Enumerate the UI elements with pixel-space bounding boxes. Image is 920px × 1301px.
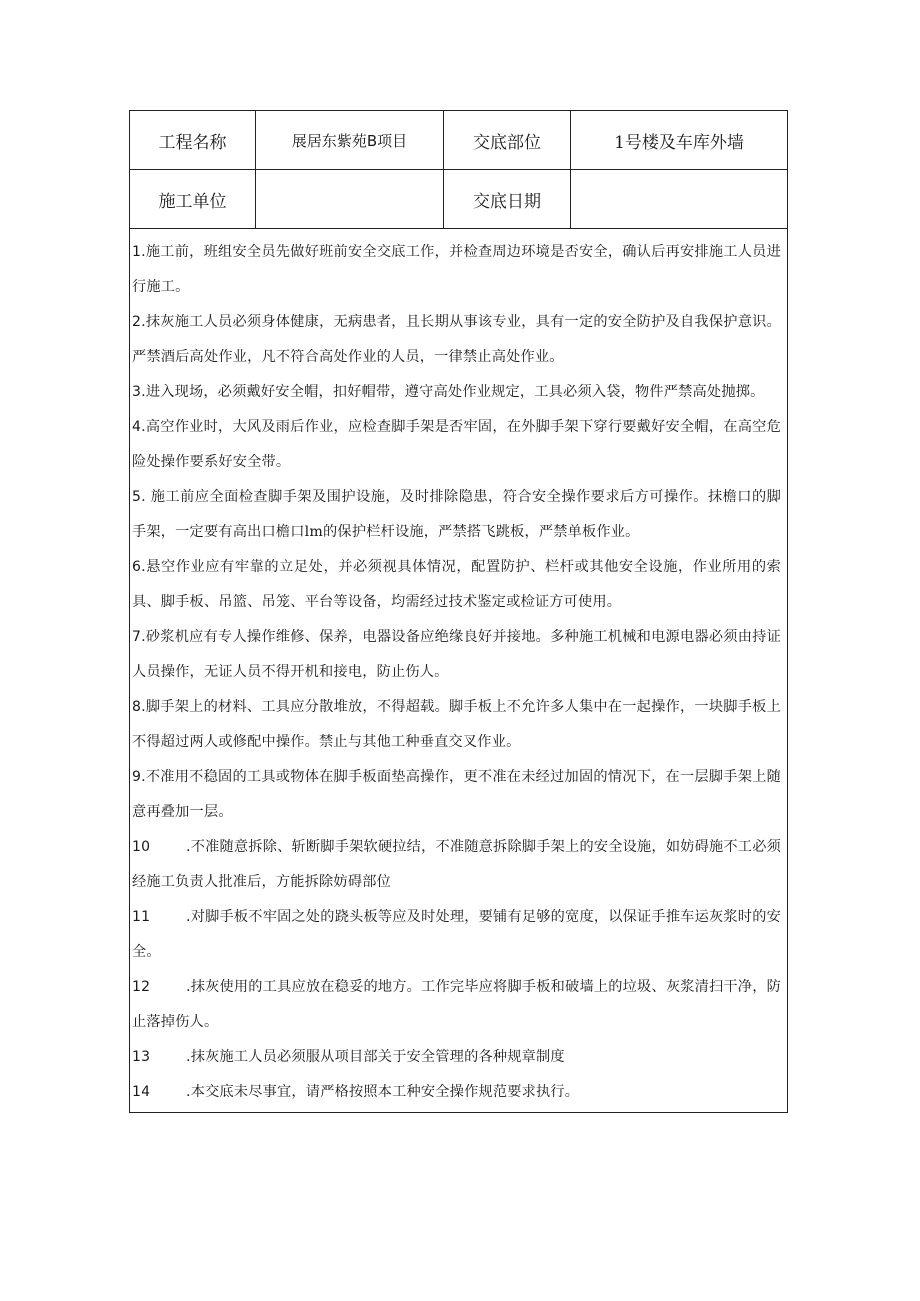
handover-part-value: 1号楼及车库外墙	[614, 132, 744, 153]
list-item: 3.进入现场，必须戴好安全帽，扣好帽带，遵守高处作业规定，工具必须入袋，物件严禁高处抛掷。	[132, 384, 765, 400]
handover-date-value	[571, 170, 787, 228]
handover-part-label: 交底部位	[444, 111, 571, 169]
list-item: 12 .抹灰使用的工具应放在稳妥的地方。工作完毕应将脚手板和破墙上的垃圾、灰浆清扫干净，防止落掉伤人。	[132, 979, 781, 1030]
header-row-2	[130, 170, 787, 229]
construction-unit-value	[256, 170, 444, 228]
list-item: 1.施工前，班组安全员先做好班前安全交底工作，并检查周边环境是否安全，确认后再安排施工人员进行施工。	[132, 244, 781, 295]
list-item: 2.抹灰施工人员必须身体健康，无病患者，且长期从事该专业，具有一定的安全防护及自我保护意识。严禁酒后高处作业，凡不符合高处作业的人员，一律禁止高处作业。	[132, 314, 781, 365]
list-item: 8.脚手架上的材料、工具应分散堆放，不得超载。脚手板上不允许多人集中在一起操作，一块脚手板上不得超过两人或修配中操作。禁止与其他工种垂直交叉作业。	[132, 699, 781, 750]
list-item: 14 .本交底未尽事宜，请严格按照本工种安全操作规范要求执行。	[132, 1084, 580, 1100]
list-item: 5. 施工前应全面检查脚手架及围护设施，及时排除隐患，符合安全操作要求后方可操作。抹檐口的脚手架，一定要有高出口檐口lm的保护栏杆设施，严禁搭飞跳板，严禁单板作业。	[132, 489, 781, 540]
handover-date-label: 交底日期	[444, 170, 571, 228]
list-item: 6.悬空作业应有牢靠的立足处，并必须视具体情况，配置防护、栏杆或其他安全设施，作业所用的索具、脚手板、吊篮、吊笼、平台等设备，均需经过技术鉴定或检证方可使用。	[132, 559, 781, 610]
list-item: 4.高空作业时，大风及雨后作业，应检查脚手架是否牢固，在外脚手架下穿行要戴好安全帽，在高空危险处操作要系好安全带。	[132, 419, 781, 470]
handover-table	[129, 110, 788, 1113]
list-item: 7.砂浆机应有专人操作维修、保养，电器设备应绝缘良好并接地。多种施工机械和电源电器必须由持证人员操作，无证人员不得开机和接电，防止伤人。	[132, 629, 781, 680]
project-name-label: 工程名称	[130, 111, 256, 169]
construction-unit-label: 施工单位	[130, 170, 256, 228]
list-item: 11 .对脚手板不牢固之处的跷头板等应及时处理，要铺有足够的宽度，以保证手推车运灰浆时的安全。	[132, 909, 781, 960]
list-item: 9.不准用不稳固的工具或物体在脚手板面垫高操作，更不准在未经过加固的情况下，在一层脚手架上随意再叠加一层。	[132, 769, 781, 820]
list-item: 10 .不准随意拆除、斩断脚手架软硬拉结，不准随意拆除脚手架上的安全设施，如妨碍施不工必须经施工负责人批准后，方能拆除妨碍部位	[132, 839, 781, 890]
handover-content	[130, 229, 787, 1112]
header-row-1	[130, 111, 787, 170]
list-item: 13 .抹灰施工人员必须服从项目部关于安全管理的各种规章制度	[132, 1049, 565, 1065]
project-name-value: 展居东紫苑B项目	[256, 111, 444, 169]
